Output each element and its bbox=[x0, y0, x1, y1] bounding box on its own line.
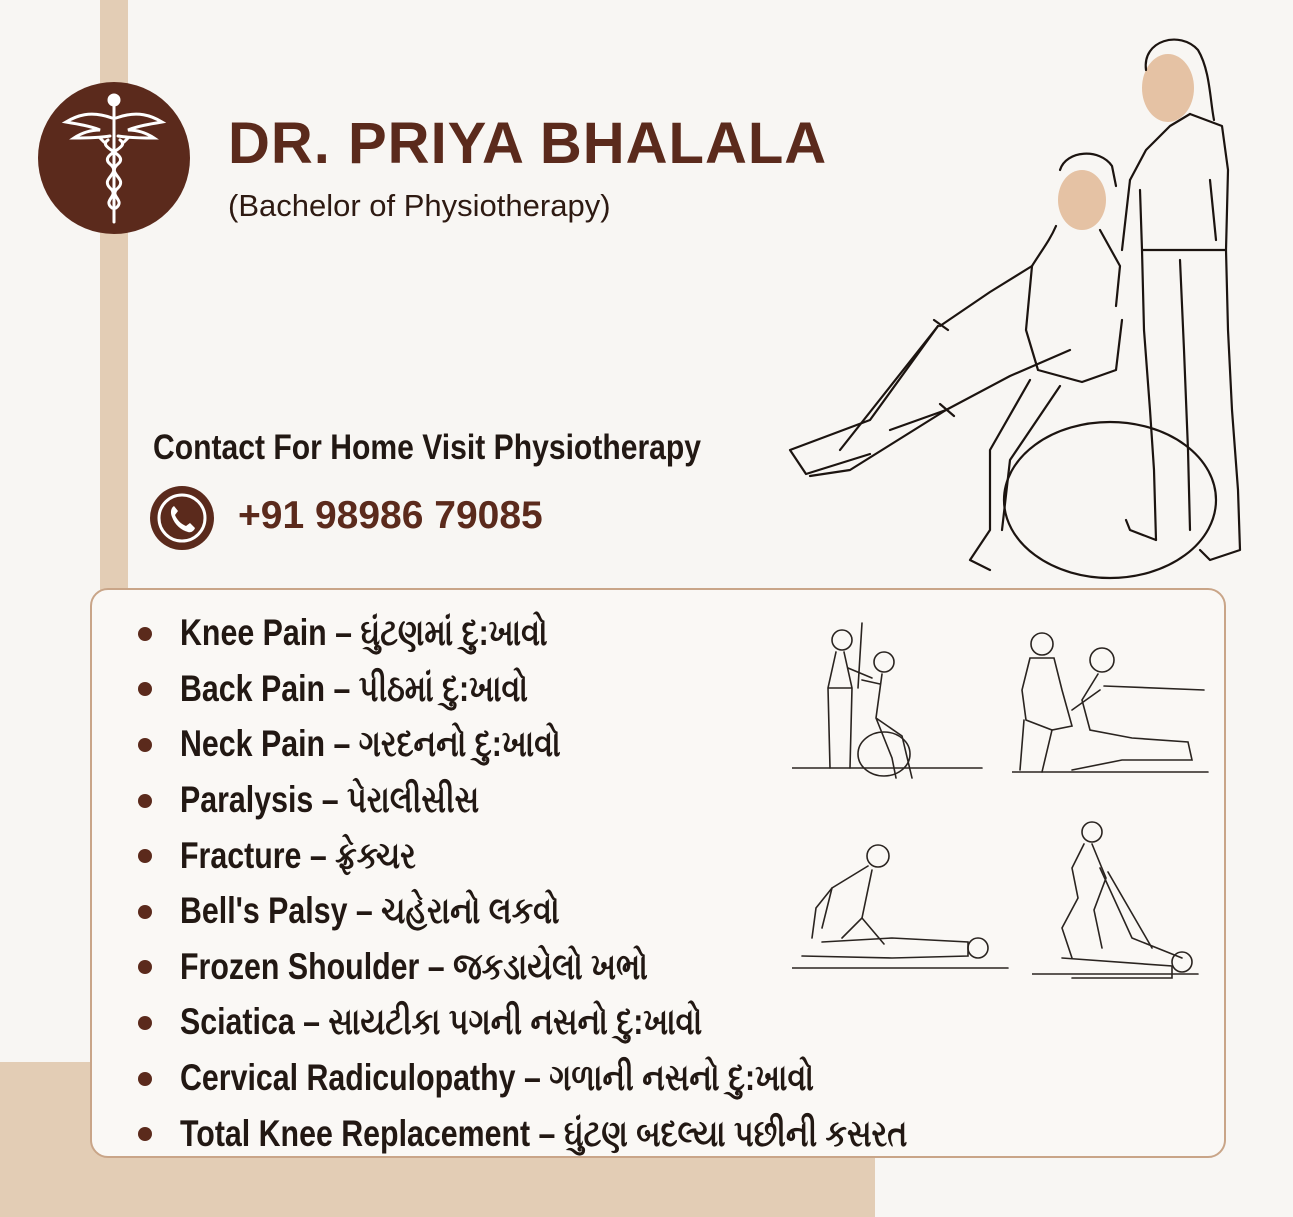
service-text: Sciatica – સાયટીકા પગની નસનો દુ:ખાવો bbox=[180, 1001, 703, 1043]
bullet-icon bbox=[138, 738, 152, 752]
service-text: Cervical Radiculopathy – ગળાની નસનો દુ:ખાવો bbox=[180, 1057, 814, 1099]
service-text: Frozen Shoulder – જકડાયેલો ખભો bbox=[180, 945, 648, 987]
bullet-icon bbox=[138, 682, 152, 696]
services-card bbox=[90, 588, 1226, 1158]
service-text: Total Knee Replacement – ઘુંટણ બદલ્યા પછીની કસરત bbox=[180, 1112, 908, 1154]
bullet-icon bbox=[138, 1072, 152, 1086]
exercise-sketch-arm-stretch bbox=[1012, 630, 1212, 790]
service-text: Bell's Palsy – ચહેરાનો લકવો bbox=[180, 890, 560, 932]
exercise-sketch-leg-stretch bbox=[792, 838, 1012, 978]
bullet-icon bbox=[138, 960, 152, 974]
list-item bbox=[138, 1051, 1067, 1107]
bullet-icon bbox=[138, 1127, 152, 1141]
bullet-icon bbox=[138, 1016, 152, 1030]
doctor-degree: (Bachelor of Physiotherapy) bbox=[228, 188, 611, 223]
contact-title: Contact For Home Visit Physiotherapy bbox=[153, 428, 702, 467]
exercise-sketch-ball bbox=[792, 618, 992, 798]
caduceus-logo bbox=[38, 82, 190, 234]
phone-icon bbox=[150, 486, 214, 550]
service-text: Knee Pain – ઘુંટણમાં દુ:ખાવો bbox=[180, 612, 548, 654]
phone-number[interactable]: +91 98986 79085 bbox=[238, 494, 543, 537]
bullet-icon bbox=[138, 905, 152, 919]
bullet-icon bbox=[138, 627, 152, 641]
bullet-icon bbox=[138, 794, 152, 808]
service-text: Back Pain – પીઠમાં દુ:ખાવો bbox=[180, 667, 529, 709]
list-item bbox=[138, 995, 1067, 1051]
service-text: Paralysis – પેરાલીસીસ bbox=[180, 779, 480, 821]
exercise-sketch-band-stretch bbox=[1032, 818, 1202, 988]
bullet-icon bbox=[138, 849, 152, 863]
physiotherapy-illustration bbox=[770, 30, 1260, 590]
caduceus-icon bbox=[38, 82, 190, 234]
service-text: Neck Pain – ગરદનનો દુ:ખાવો bbox=[180, 723, 561, 765]
service-text: Fracture – ફ્રેક્ચર bbox=[180, 834, 416, 876]
doctor-name: DR. PRIYA BHALALA bbox=[228, 111, 828, 176]
list-item bbox=[138, 1106, 1067, 1162]
